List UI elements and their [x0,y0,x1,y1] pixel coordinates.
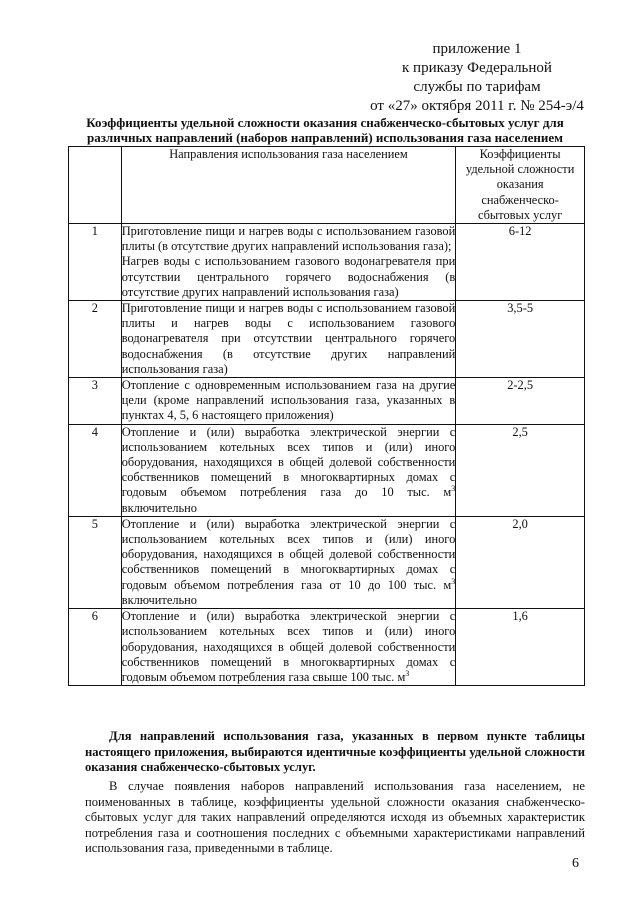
row-direction [121,224,456,301]
table-header-row [69,147,585,224]
superscript: 3 [451,484,456,494]
row-direction-part: Отопление с одновременным использованием газа на другие цели (кроме направлений использования газа, указанных в пунктах 4, 5, 6 настоящего приложения) [121,378,456,423]
row-direction [121,378,456,425]
header-coefficient-cell [456,147,585,224]
row-coefficient: 2,0 [456,516,585,608]
row-direction-part: Приготовление пищи и нагрев воды с использованием газовой плиты и нагрев воды с использованием газового водонагревателя при отсутствии центрального горячего водоснабжения (в отсутствие других направлений использования газа) [121,301,456,376]
row-direction [121,424,456,516]
row-number: 1 [69,224,122,301]
row-direction [121,301,456,378]
row-number: 6 [69,609,122,686]
row-direction [121,516,456,608]
identical-coefficients-note: Для направлений использования газа, указанных в первом пункте таблицы настоящего приложения, выбираются идентичные коэффициенты удельной сложности оказания снабженческо-сбытовых услуг. [85,729,585,774]
row-direction-text: Отопление и (или) выработка электрической энергии с использованием котельных всех типов и (или) иного оборудования, находящихся в общей долевой собственности собственников помещений в многоквартирных домах с годовым объемом потребления газа свыше 100 тыс. м [121,609,456,684]
order-date-number: от «27» октября 2011 г. № 254-э/4 [370,98,584,114]
row-number: 2 [69,301,122,378]
row-direction-tail: включительно [121,500,197,515]
row-number: 4 [69,424,122,516]
appendix-header [352,40,602,116]
row-direction-tail: включительно [121,592,197,607]
row-coefficient: 3,5-5 [456,301,585,378]
title-line-2: различных направлений (наборов направлений) использования газа населением [86,130,564,145]
row-number: 3 [69,378,122,425]
document-title [60,115,590,145]
title-line-1: Коэффициенты удельной сложности оказания снабженческо-сбытовых услуг для [86,115,564,130]
table-row [69,301,585,378]
table-row [69,424,585,516]
row-coefficient: 1,6 [456,609,585,686]
superscript: 3 [451,576,456,586]
coefficients-table [68,146,585,686]
superscript: 3 [405,668,410,678]
header-coef-line: сбытовых услуг [477,207,563,222]
row-coefficient: 2-2,5 [456,378,585,425]
header-coef-line: снабженческо- [481,192,559,207]
table-row [69,378,585,425]
row-number: 5 [69,516,122,608]
row-direction-part: Приготовление пищи и нагрев воды с использованием газовой плиты (в отсутствие других направлений использования газа); [121,224,456,254]
header-coef-line: удельной сложности [465,162,575,177]
header-number-cell [69,147,122,224]
row-direction-part: Нагрев воды с использованием газового водонагревателя при отсутствии центрального горячего водоснабжения (в отсутствие других направлений использования газа) [121,254,456,299]
row-direction-text: Отопление и (или) выработка электрической энергии с использованием котельных всех типов и (или) иного оборудования, находящихся в общей долевой собственности собственников помещений в многоквартирных домах с годовым объемом потребления газа от 10 до 100 тыс. м [121,516,456,592]
header-direction-cell: Направления использования газа населением [121,147,456,224]
table-row [69,224,585,301]
table-row [69,516,585,608]
row-direction [121,609,456,686]
unlisted-directions-note: В случае появления наборов направлений использования газа населением, не поименованных в таблице, коэффициенты удельной сложности оказания снабженческо-сбытовых услуг для таких направлений определяются исходя из объемных характеристик потребления газа и соотношения последних с объемными характеристиками направлений использования газа, приведенными в таблице. [85,779,585,855]
table-row [69,609,585,686]
row-coefficient: 2,5 [456,424,585,516]
row-coefficient: 6-12 [456,224,585,301]
order-reference: к приказу Федеральной [402,60,552,76]
header-coef-line: Коэффициенты [479,147,561,161]
appendix-label: приложение 1 [432,41,522,57]
page-number: 6 [572,856,579,871]
service-reference: службы по тарифам [413,79,541,95]
header-coef-line: оказания [496,177,544,192]
row-direction-text: Отопление и (или) выработка электрической энергии с использованием котельных всех типов и (или) иного оборудования, находящихся в общей долевой собственности собственников помещений в многоквартирных домах с годовым объемом потребления газа до 10 тыс. м [121,424,456,500]
